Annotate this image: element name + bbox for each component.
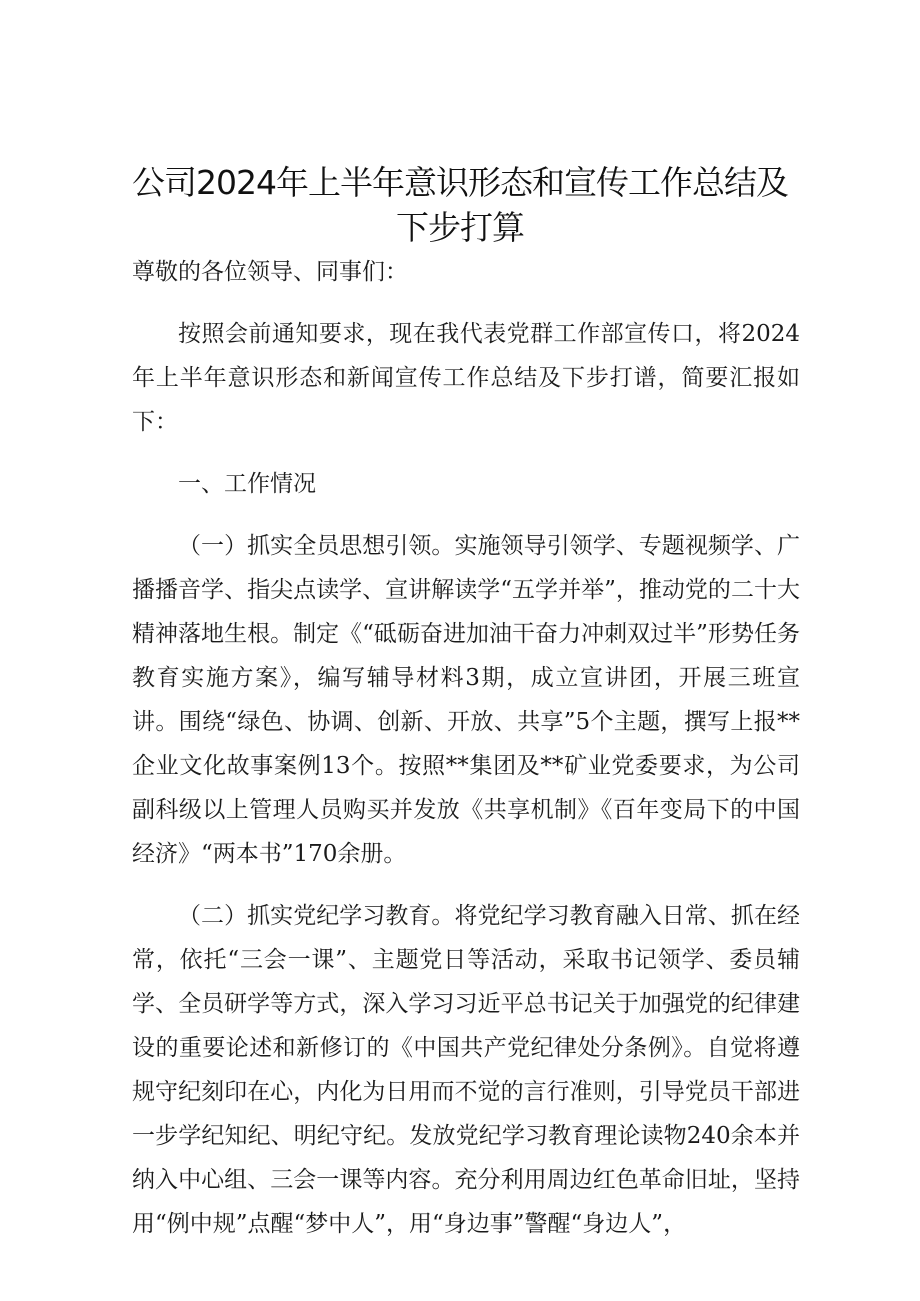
paragraph-ideological-guidance: （一）抓实全员思想引领。实施领导引领学、专题视频学、广播播音学、指尖点读学、宣讲解读学“五学并举”，推动党的二十大精神落地生根。制定《“砥砺奋进加油干奋力冲刺双过半”形势任务教育实施方案》，编写辅导材料3期，成立宣讲团，开展三班宣讲。围绕“绿色、协调、创新、开放、共享”5个主题，撰写上报**企业文化故事案例13个。按照**集团及**矿业党委要求，为公司副科级以上管理人员购买并发放《共享机制》《百年变局下的中国经济》“两本书”170余册。 <box>132 533 800 867</box>
salutation: 尊敬的各位领导、同事们： <box>132 259 408 285</box>
paragraph-party-discipline: （二）抓实党纪学习教育。将党纪学习教育融入日常、抓在经常，依托“三会一课”、主题党日等活动，采取书记领学、委员辅学、全员研学等方式，深入学习习近平总书记关于加强党的纪律建设的重要论述和新修订的《中国共产党纪律处分条例》。自觉将遵规守纪刻印在心，内化为日用而不觉的言行准则，引导党员干部进一步学纪知纪、明纪守纪。发放党纪学习教育理论读物240余本并纳入中心组、三会一课等内容。充分利用周边红色革命旧址，坚持用“例中规”点醒“梦中人”，用“身边事”警醒“身边人”， <box>132 903 800 1237</box>
section-heading-work-status: 一、工作情况 <box>178 471 316 497</box>
document-body <box>132 250 800 1246</box>
document-title: 公司2024年上半年意识形态和宣传工作总结及下步打算 <box>132 163 788 247</box>
intro-paragraph: 按照会前通知要求，现在我代表党群工作部宣传口，将2024年上半年意识形态和新闻宣传工作总结及下步打谱，简要汇报如下： <box>132 321 800 435</box>
